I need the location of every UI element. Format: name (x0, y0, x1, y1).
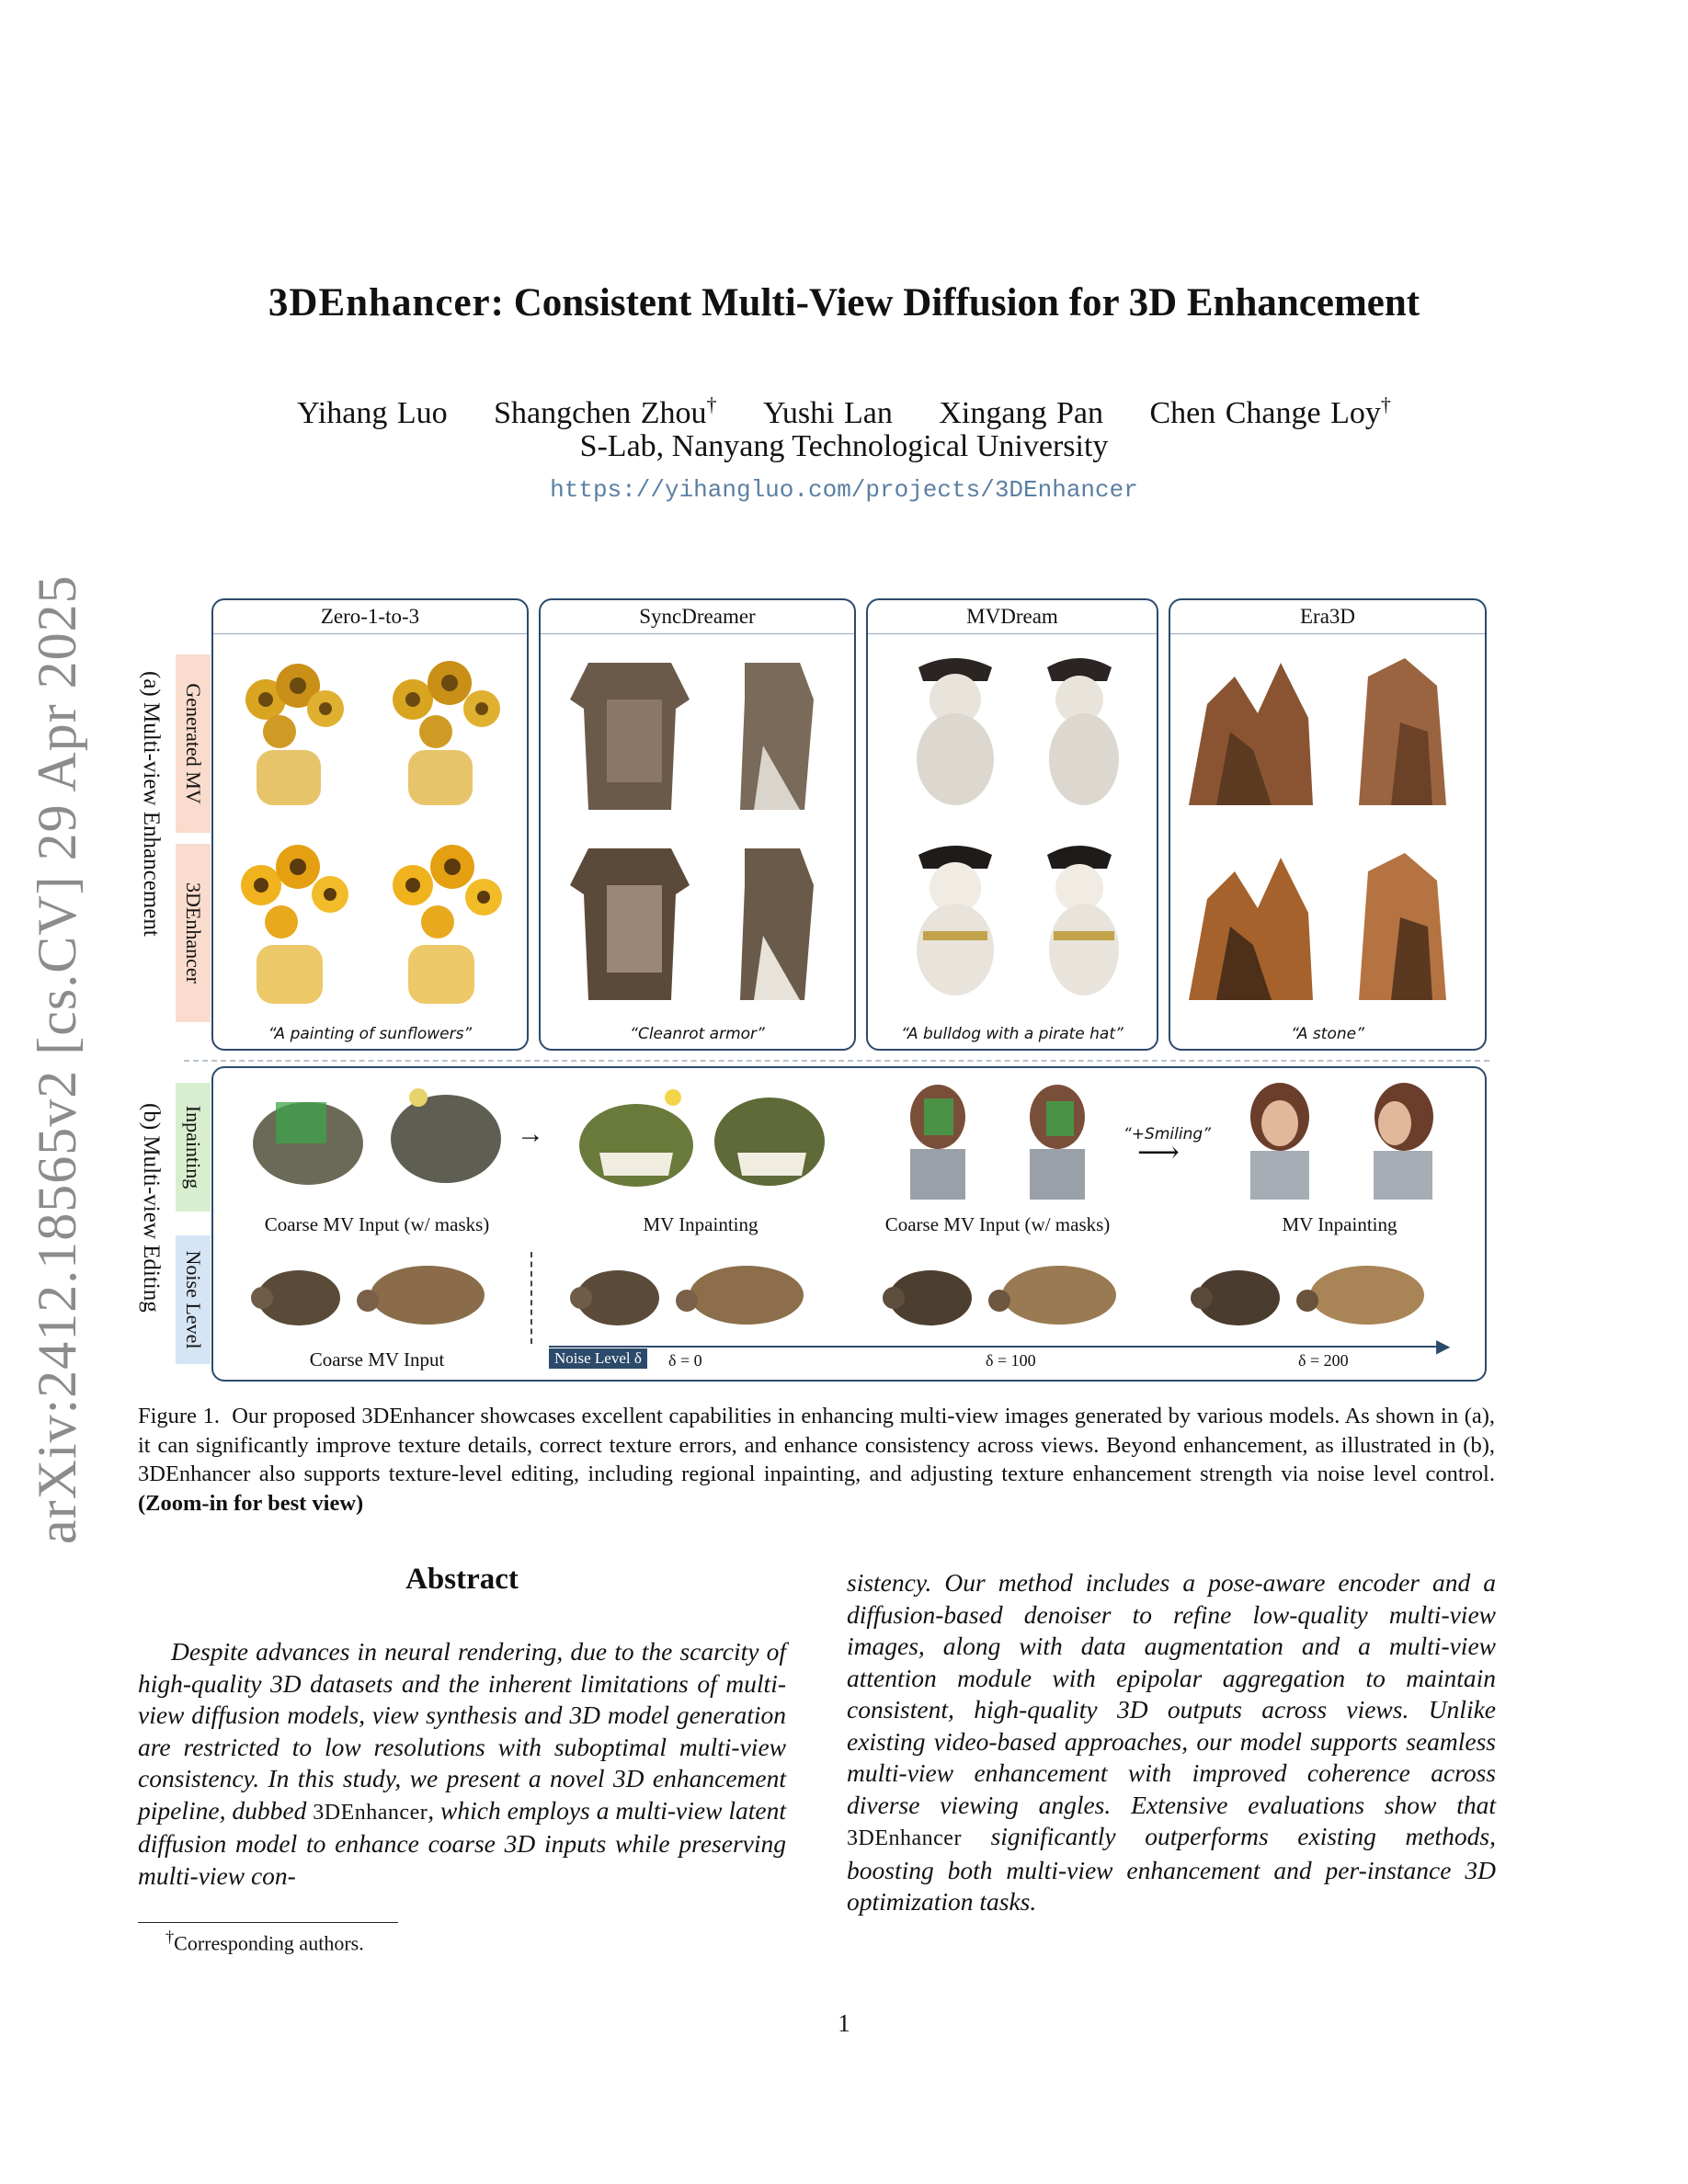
caption-label: Figure 1. (138, 1404, 220, 1428)
edit-caption-inpaint-woman: MV Inpainting (1282, 1213, 1397, 1235)
smiling-annotation: “+Smiling” (1123, 1125, 1211, 1143)
affiliation: S-Lab, Nanyang Technological University (579, 429, 1109, 463)
noise-axis-arrow-icon: ▶ (1436, 1337, 1451, 1357)
bulldog-generated-image (877, 644, 1149, 819)
panel-title: Era3D (1170, 600, 1485, 634)
turtle-delta-200-image (1179, 1247, 1454, 1348)
stone-generated-image (1180, 644, 1479, 819)
author-4: Xingang Pan (939, 396, 1103, 431)
delta-100-label: δ = 100 (986, 1351, 1036, 1370)
paper-title (0, 280, 1688, 325)
arrow-icon: ⟶ (1137, 1135, 1180, 1168)
author-2: Shangchen Zhou† (494, 393, 717, 431)
project-url-link[interactable]: https://yihangluo.com/projects/3DEnhancer (550, 476, 1138, 504)
noise-divider (530, 1252, 532, 1344)
author-list (0, 393, 1688, 431)
figure-caption (138, 1402, 1495, 1518)
arrow-icon: → (517, 1119, 544, 1149)
row-tag-enhanced: 3DEnhancer (176, 844, 211, 1022)
footnote-rule (138, 1922, 398, 1923)
panel-mvdream (866, 598, 1158, 1051)
method-name: 3DEnhancer (847, 1826, 962, 1850)
panel-prompt: “A stone” (1291, 1025, 1364, 1043)
panel-title: SyncDreamer (541, 600, 854, 634)
author-5: Chen Change Loy† (1149, 393, 1391, 431)
woman-coarse-image (883, 1075, 1112, 1200)
panel-title: Zero-1-to-3 (213, 600, 527, 634)
delta-0-label: δ = 0 (668, 1351, 702, 1370)
sunflowers-enhanced-image (224, 835, 517, 1009)
caption-bold: (Zoom-in for best view) (138, 1490, 364, 1516)
panel-prompt: “A bulldog with a pirate hat” (901, 1025, 1123, 1043)
row-tag-generated: Generated MV (176, 654, 211, 833)
edit-caption-coarse-woman: Coarse MV Input (w/ masks) (884, 1213, 1111, 1235)
author-1: Yihang Luo (297, 396, 448, 431)
section-b-label: (b) Multi-view Editing (139, 1103, 164, 1313)
turtle-coarse-image (239, 1247, 515, 1348)
bulldog-enhanced-image (877, 835, 1149, 1009)
panel-era3d (1169, 598, 1487, 1051)
anglerfish-inpainted-image (563, 1079, 838, 1199)
panel-prompt: “A painting of sunflowers” (268, 1025, 473, 1043)
armor-generated-image (552, 644, 844, 819)
row-tag-noise: Noise Level (176, 1235, 211, 1364)
method-name: 3DEnhancer (313, 1800, 428, 1825)
turtle-delta-0-image (558, 1247, 834, 1348)
title-name: 3DEnhancer (268, 281, 491, 324)
panel-title: MVDream (868, 600, 1157, 634)
edit-caption-inpaint-fish: MV Inpainting (643, 1213, 758, 1235)
caption-text: Our proposed 3DEnhancer showcases excellent capabilities in enhancing multi-view images generated by various models. As shown in (a), it can significantly improve texture details, correct texture errors, and enhance consistency across views. Beyond enhancement, as illustrated in (b), 3DEnhancer also supports texture-level editing, including regional inpainting, and adjusting texture enhancement strength via noise level control. (138, 1404, 1496, 1486)
panel-zero123 (211, 598, 529, 1051)
page-number: 1 (838, 2009, 850, 2037)
footnote: †Corresponding authors. (165, 1928, 364, 1955)
arxiv-stamp: arXiv:2412.18565v2 [cs.CV] 29 Apr 2025 (27, 574, 87, 1544)
panel-syncdreamer (539, 598, 856, 1051)
turtle-delta-100-image (871, 1247, 1146, 1348)
title-rest: : Consistent Multi-View Diffusion for 3D Enhancement (490, 281, 1420, 324)
stone-enhanced-image (1180, 835, 1479, 1009)
abstract-left-column: Despite advances in neural rendering, due to the scarcity of high-quality 3D datasets and the inherent limitations of multi-view diffusion models, view synthesis and 3D model generation are restricted to low resolutions with suboptimal multi-view consistency. In this study, we present a novel 3D enhancement pipeline, dubbed 3DEnhancer, which employs a multi-view latent diffusion model to enhance coarse 3D inputs while preserving multi-view con- (138, 1637, 787, 1890)
delta-200-label: δ = 200 (1298, 1351, 1349, 1370)
row-tag-inpainting: Inpainting (176, 1083, 211, 1211)
abstract-heading: Abstract (405, 1563, 519, 1596)
noise-axis-line (549, 1346, 1441, 1348)
woman-inpainted-image (1215, 1075, 1464, 1200)
abstract-right-column: sistency. Our method includes a pose-aware encoder and a diffusion-based denoiser to refine low-quality multi-view images, along with data augmentation and a multi-view attention module with epipolar aggregation to maintain consistent, high-quality 3D outputs across views. Unlike existing video-based approaches, our model supports seamless multi-view enhancement with improved coherence across diverse viewing angles. Extensive evaluations show that 3DEnhancer significantly outperforms existing methods, boosting both multi-view enhancement and per-instance 3D optimization tasks. (847, 1568, 1496, 1916)
edit-caption-coarse-turtle: Coarse MV Input (309, 1348, 445, 1371)
armor-enhanced-image (552, 835, 844, 1009)
figure-divider (184, 1060, 1489, 1062)
noise-level-badge: Noise Level δ (549, 1348, 647, 1369)
panel-editing (211, 1066, 1487, 1382)
section-a-label: (a) Multi-view Enhancement (139, 671, 164, 937)
panel-prompt: “Cleanrot armor” (630, 1025, 765, 1043)
anglerfish-coarse-image (239, 1079, 515, 1199)
author-3: Yushi Lan (763, 396, 893, 431)
sunflowers-generated-image (224, 644, 517, 810)
edit-caption-coarse-fish: Coarse MV Input (w/ masks) (264, 1213, 490, 1235)
